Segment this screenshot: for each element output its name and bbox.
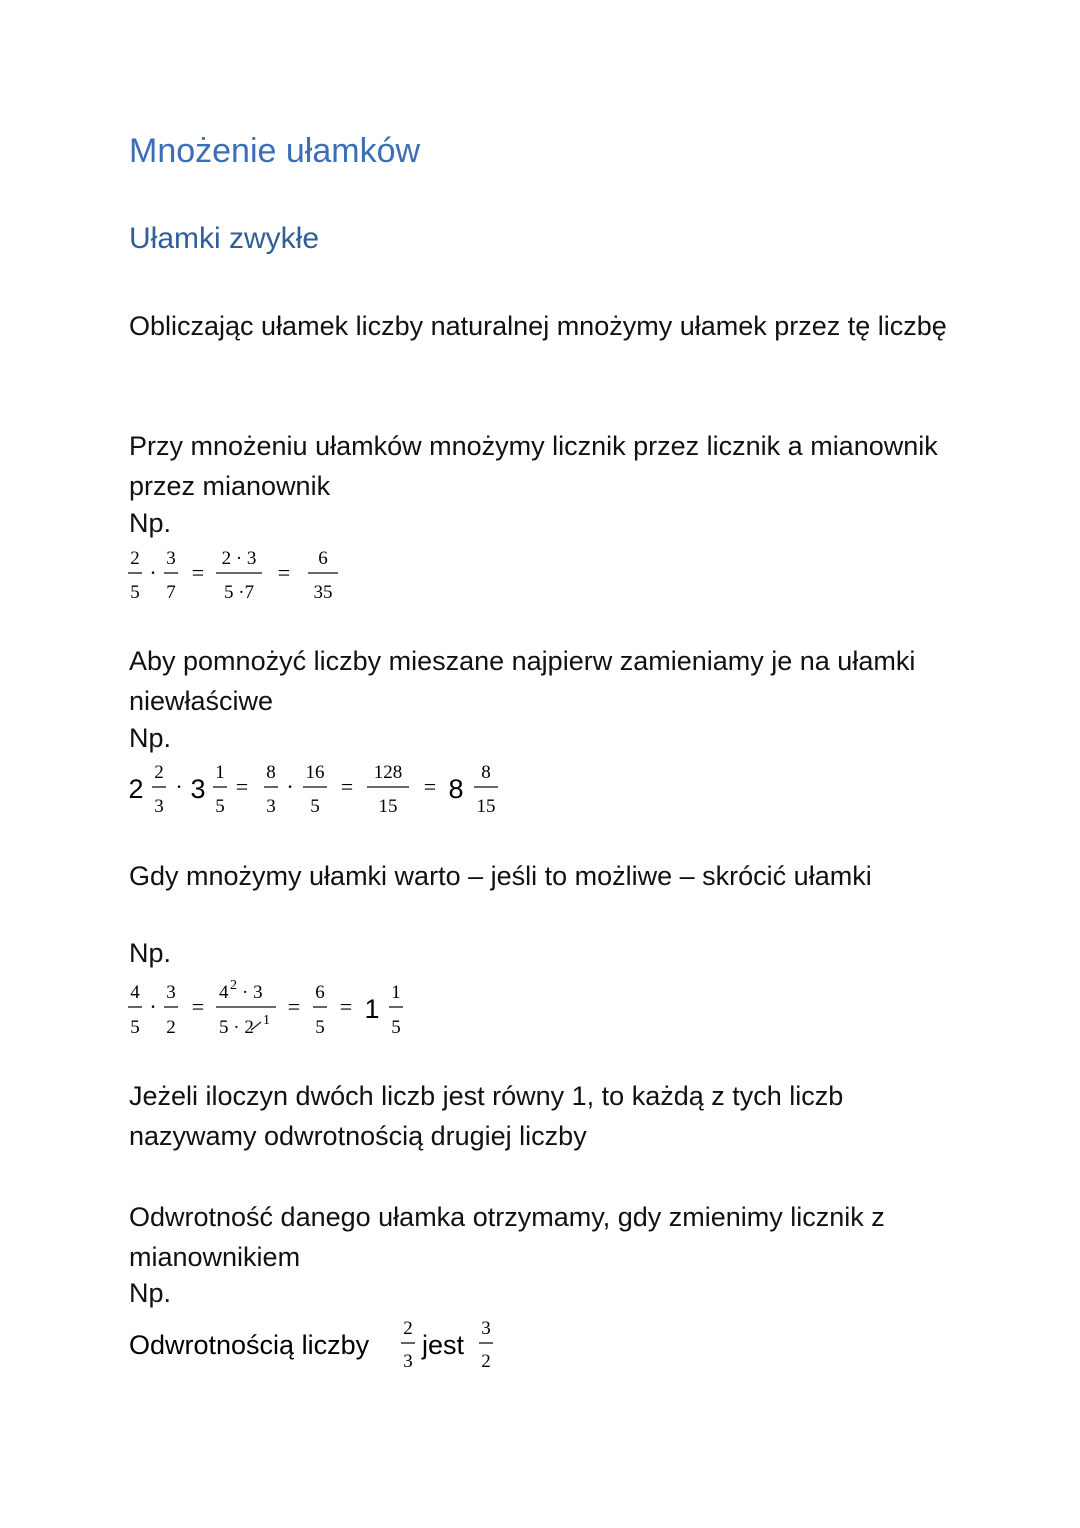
svg-text:=: = xyxy=(423,774,437,799)
example-1-equation xyxy=(124,542,354,608)
svg-text:=: = xyxy=(235,774,249,799)
paragraph-mixed-numbers: Aby pomnożyć liczby mieszane najpierw zamieniamy je na ułamki niewłaściwe xyxy=(129,646,916,716)
fraction-denominator: 5 xyxy=(130,582,140,603)
fraction-denominator: 5 xyxy=(215,796,225,817)
svg-text:·: · xyxy=(149,994,157,1019)
fraction-denominator: 5 xyxy=(315,1017,325,1038)
paragraph-multiplying-fractions: Przy mnożeniu ułamków mnożymy licznik przez licznik a mianownik przez mianownik xyxy=(129,431,938,501)
fraction-numerator: 3 xyxy=(166,548,176,569)
svg-text:=: = xyxy=(340,774,354,799)
paragraph-fraction-of-number: Obliczając ułamek liczby naturalnej mnożymy ułamek przez tę liczbę xyxy=(129,311,947,341)
fraction-denominator: 5 xyxy=(391,1017,401,1038)
denominator-exponent: 1 xyxy=(263,1013,270,1028)
whole-part: 2 xyxy=(128,774,144,804)
fraction-numerator: 3 xyxy=(481,1318,491,1339)
fraction-numerator: 2 xyxy=(154,762,164,783)
fraction-numerator: 6 xyxy=(315,982,325,1003)
fraction-numerator: 8 xyxy=(481,762,491,783)
fraction-denominator: 5 xyxy=(130,1017,140,1038)
section-heading: Ułamki zwykłe xyxy=(129,222,320,255)
fraction-denominator: 3 xyxy=(266,796,276,817)
fraction-numerator: 8 xyxy=(266,762,276,783)
fraction-numerator: 6 xyxy=(318,548,328,569)
whole-part: 1 xyxy=(364,994,380,1024)
whole-part: 8 xyxy=(448,774,464,804)
fraction-numerator: 4 xyxy=(130,982,140,1003)
paragraph-simplify: Gdy mnożymy ułamki warto – jeśli to możliwe – skrócić ułamki xyxy=(129,861,872,891)
fraction-denominator: 7 xyxy=(166,582,176,603)
fraction-denominator: 3 xyxy=(154,796,164,817)
svg-text:=: = xyxy=(287,994,301,1019)
example-text-mid: jest xyxy=(422,1330,465,1360)
svg-text:=: = xyxy=(191,560,205,585)
fraction-denominator: 15 xyxy=(378,796,398,817)
fraction-numerator: 1 xyxy=(391,982,401,1003)
svg-text:=: = xyxy=(339,994,353,1019)
page-title: Mnożenie ułamków xyxy=(129,132,421,170)
fraction-numerator: 2 xyxy=(130,548,140,569)
fraction-denominator: 5 xyxy=(310,796,320,817)
paragraph-reciprocal-definition: Jeżeli iloczyn dwóch liczb jest równy 1, to każdą z tych liczb nazywamy odwrotnością drugiej liczby xyxy=(129,1081,844,1151)
example-3-equation xyxy=(124,972,424,1040)
example-2-equation xyxy=(124,756,514,822)
svg-text:·: · xyxy=(149,560,157,585)
fraction-numerator: 2 · 3 xyxy=(221,548,257,569)
fraction-denominator: 2 xyxy=(481,1351,491,1372)
numerator-exponent: 2 xyxy=(230,978,237,993)
fraction-denominator: 3 xyxy=(403,1351,413,1372)
numerator-rest: · 3 xyxy=(242,982,263,1003)
fraction-numerator: 3 xyxy=(166,982,176,1003)
fraction-numerator: 128 xyxy=(373,762,403,783)
example-label: Np. xyxy=(129,508,172,538)
denominator-base: 5 · 2 xyxy=(219,1017,254,1038)
fraction-numerator: 1 xyxy=(215,762,225,783)
fraction-denominator: 15 xyxy=(476,796,496,817)
svg-text:·: · xyxy=(286,774,294,799)
svg-text:·: · xyxy=(175,774,183,799)
example-label: Np. xyxy=(129,1278,172,1308)
example-label: Np. xyxy=(129,723,172,753)
svg-text:=: = xyxy=(191,994,205,1019)
paragraph-reciprocal-rule: Odwrotność danego ułamka otrzymamy, gdy zmienimy licznik z mianownikiem xyxy=(129,1202,885,1272)
whole-part: 3 xyxy=(190,774,206,804)
example-4-sentence xyxy=(124,1314,504,1380)
example-text-lead: Odwrotnością liczby xyxy=(129,1330,370,1360)
fraction-denominator: 5 ·7 xyxy=(223,582,255,603)
example-label: Np. xyxy=(129,938,172,968)
svg-text:=: = xyxy=(277,560,291,585)
fraction-numerator: 2 xyxy=(403,1318,413,1339)
numerator-base: 4 xyxy=(219,982,229,1003)
fraction-numerator: 16 xyxy=(305,762,325,783)
fraction-denominator: 35 xyxy=(313,582,333,603)
fraction-denominator: 2 xyxy=(166,1017,176,1038)
